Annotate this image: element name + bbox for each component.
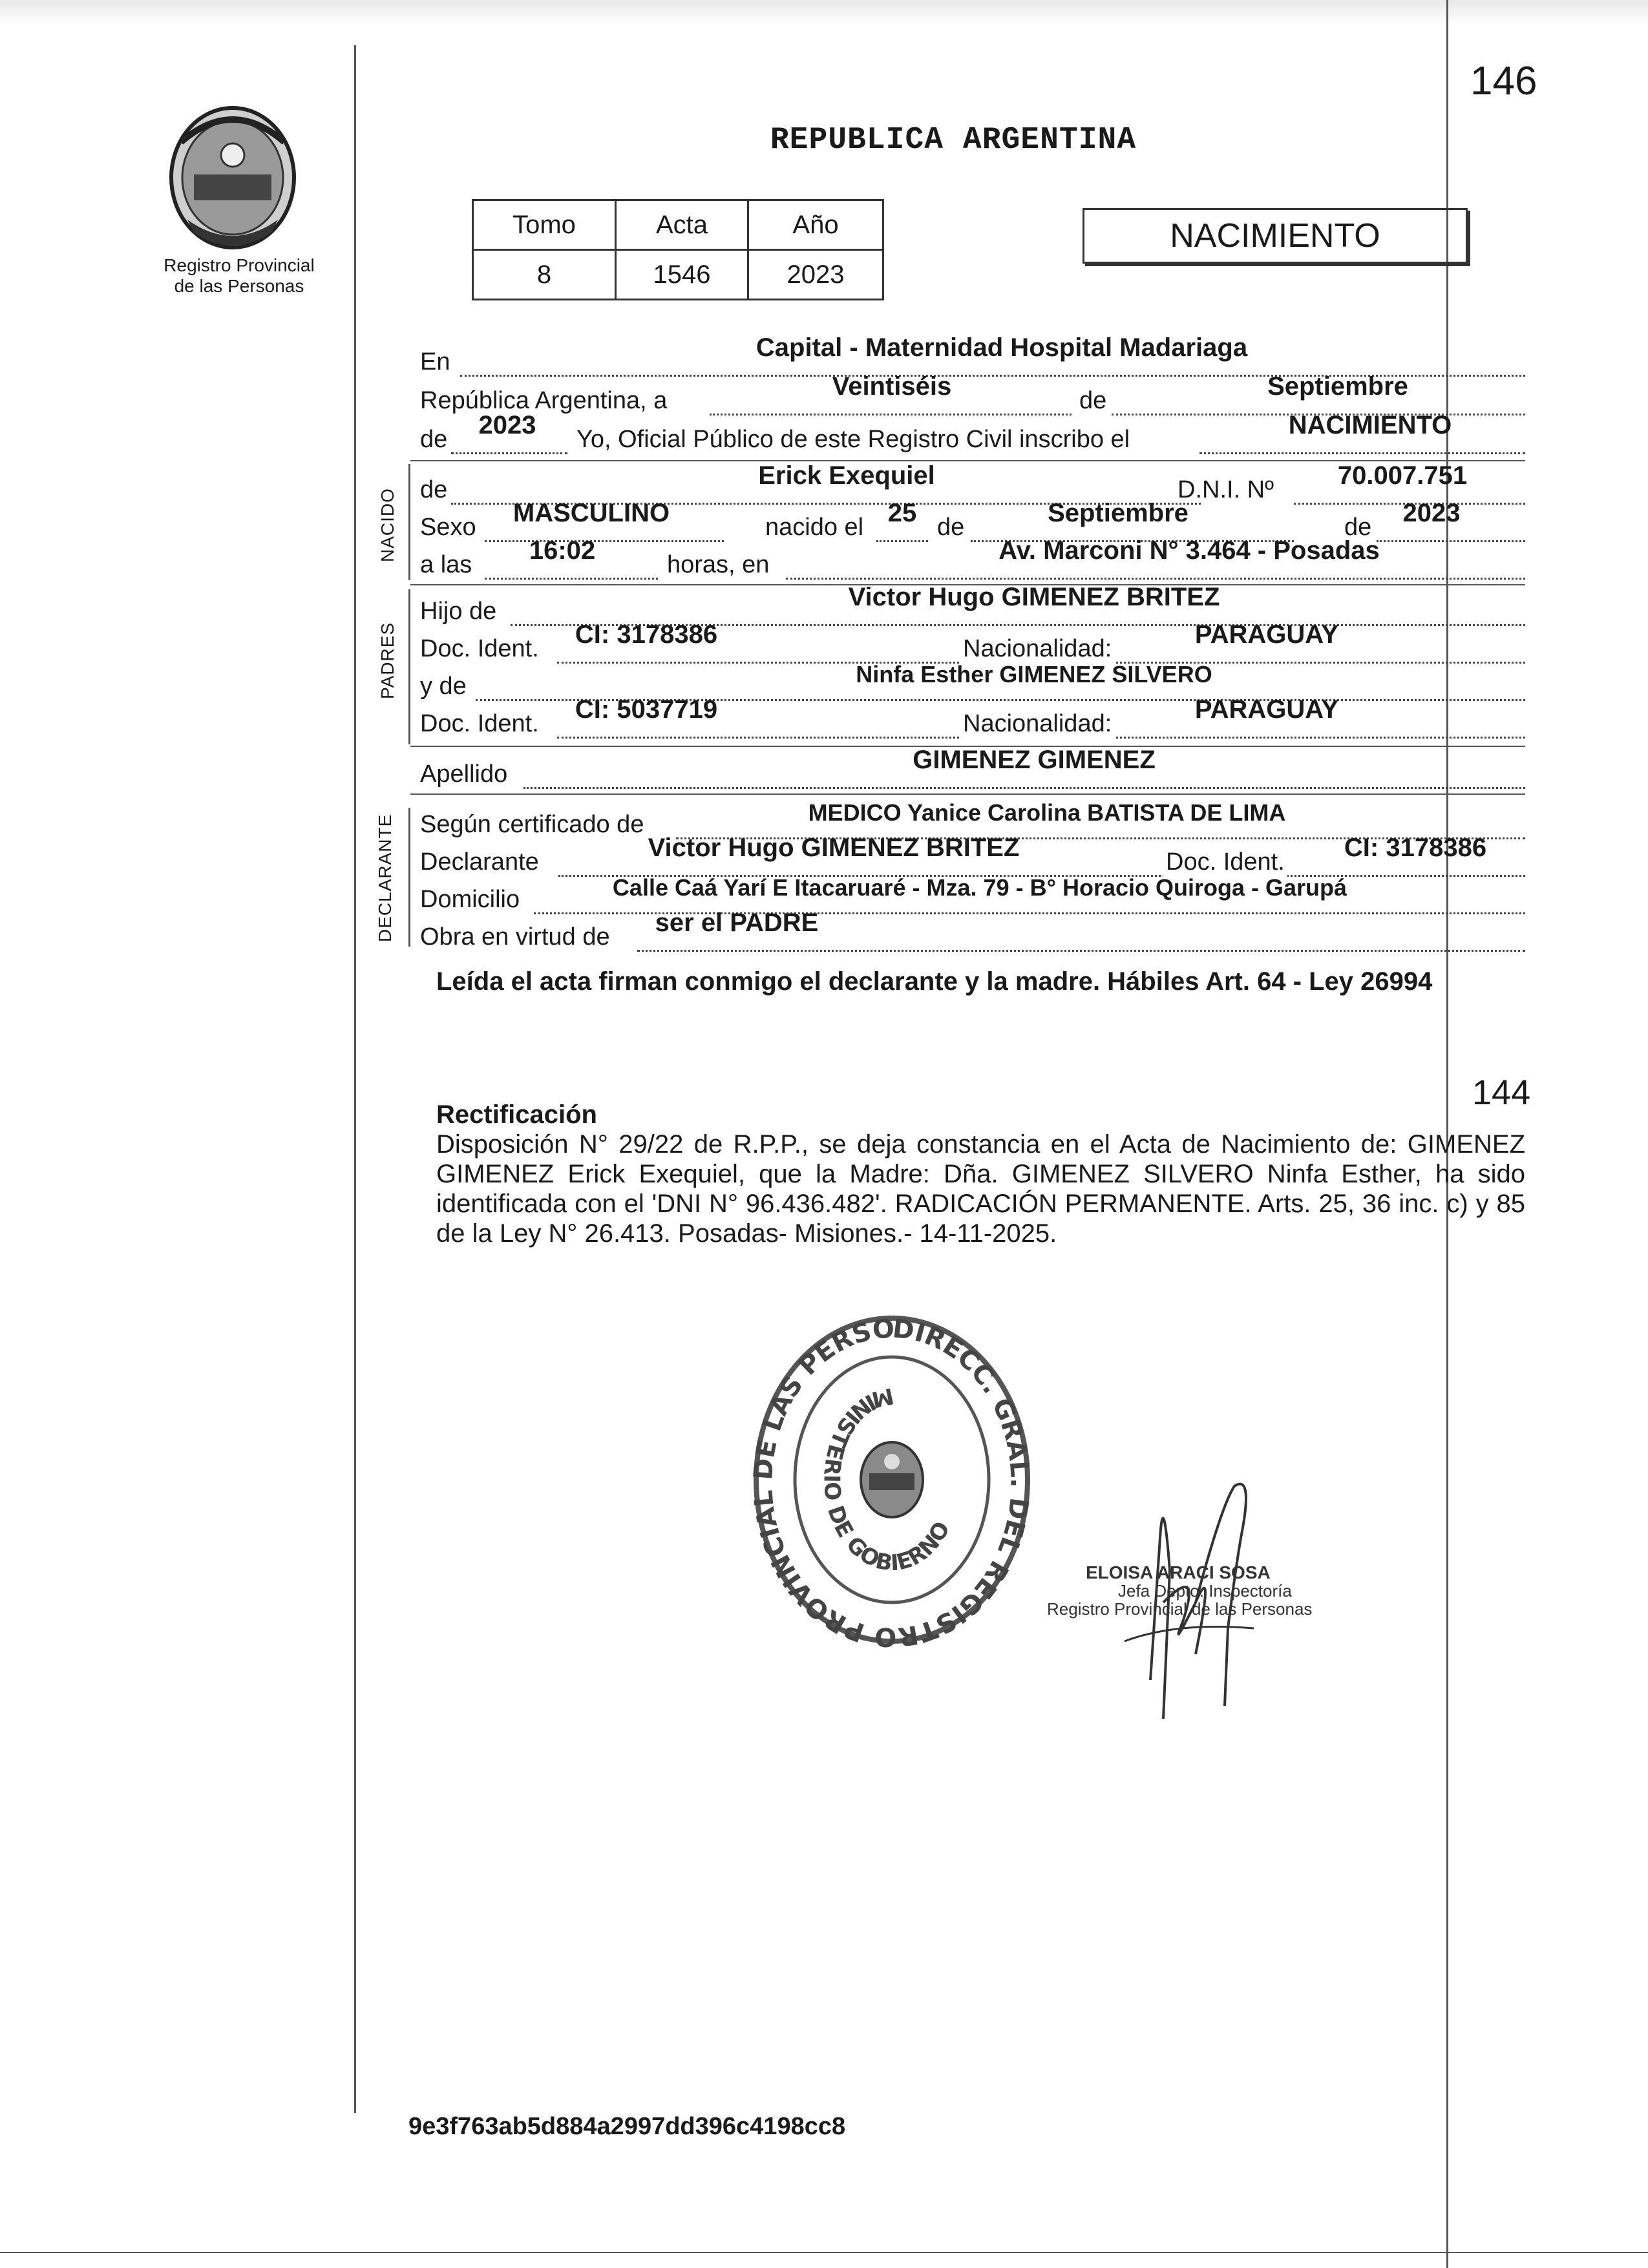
registry-table — [472, 199, 884, 300]
de-label-3: de — [420, 476, 448, 503]
father-nationality-value: PARAGUAY — [1194, 620, 1339, 649]
inscribo-text: Yo, Oficial Público de este Registro Civil inscribo el — [576, 426, 1130, 453]
registry-header-ano: Año — [748, 200, 883, 250]
de-label-5: de — [1344, 514, 1372, 541]
logo-caption-line-2: de las Personas — [174, 276, 304, 296]
form-row-role — [420, 908, 1525, 955]
signer-office: Registro Provincial de las Personas — [1047, 1599, 1313, 1619]
de-label: de — [1079, 387, 1107, 414]
domicilio-label: Domicilio — [420, 886, 520, 913]
closing-statement: Leída el acta firman conmigo el declarante y la madre. Hábiles Art. 64 - Ley 26994 — [436, 967, 1433, 996]
scan-shade — [0, 0, 1648, 26]
signer-block — [1034, 1564, 1370, 1618]
rectificacion-title: Rectificación — [436, 1100, 597, 1129]
nacido-el-label: nacido el — [765, 514, 864, 541]
country-title: REPUBLICA ARGENTINA — [770, 123, 1137, 158]
de-label-4: de — [937, 514, 965, 541]
declarant-doc-value: CI: 3178386 — [1344, 834, 1487, 862]
segun-label: Según certificado de — [420, 811, 644, 838]
sex-value: MASCULINO — [512, 499, 670, 527]
nacido-side-label: NACIDO — [377, 488, 397, 562]
form-row-address — [420, 874, 1525, 918]
document-hash: 9e3f763ab5d884a2997dd396c4198cc8 — [408, 2113, 846, 2140]
registry-value-acta: 1546 — [616, 250, 748, 300]
certificate-value: MEDICO Yanice Carolina BATISTA DE LIMA — [808, 799, 1286, 826]
signer-position: Jefa Depto. Inspectoría — [1118, 1581, 1292, 1601]
obra-label: Obra en virtud de — [420, 923, 610, 950]
apellido-label: Apellido — [420, 761, 508, 788]
republica-label: República Argentina, a — [420, 387, 668, 414]
year-value: 2023 — [478, 411, 536, 439]
form-row-mother-doc — [420, 695, 1525, 742]
place-value: Capital - Maternidad Hospital Madariaga — [755, 333, 1248, 362]
surname-value: GIMENEZ GIMENEZ — [913, 746, 1156, 774]
inscription-type-value: NACIMIENTO — [1288, 411, 1452, 439]
form-row-surname — [420, 746, 1525, 792]
signer-name: ELOISA ARACI SOSA — [1086, 1562, 1271, 1582]
birth-year-value: 2023 — [1402, 499, 1461, 527]
day-words-value: Veintiséis — [832, 372, 952, 401]
form-row-time-place — [420, 536, 1525, 583]
registry-value-tomo: 8 — [473, 250, 616, 300]
dni-label: D.N.I. Nº — [1178, 476, 1274, 503]
dni-value: 70.007.751 — [1337, 461, 1468, 490]
registry-value-row — [473, 250, 883, 300]
birth-time-value: 16:02 — [529, 536, 596, 565]
left-margin-line — [354, 45, 356, 2113]
registry-value-ano: 2023 — [748, 250, 883, 300]
form-row-inscription — [420, 411, 1525, 457]
address-value: Calle Caá Yarí E Itacaruaré - Mza. 79 - B° Horacio Quiroga - Garupá — [612, 874, 1347, 901]
en-label: En — [420, 348, 450, 375]
mother-name-value: Ninfa Esther GIMENEZ SILVERO — [856, 661, 1212, 688]
official-stamp — [750, 1312, 1034, 1648]
page-number-secondary: 144 — [1472, 1073, 1531, 1112]
bottom-edge-line — [0, 2252, 1648, 2253]
registry-header-acta: Acta — [616, 200, 748, 250]
nacido-section-bar — [408, 464, 410, 580]
page-number: 146 — [1470, 59, 1537, 103]
declarante-side-label: DECLARANTE — [375, 814, 395, 942]
declarante-section-bar — [408, 808, 410, 947]
stamp-inner-textpath: MINISTERIO DE GOBIERNO — [818, 1382, 956, 1577]
birth-day-value: 25 — [887, 499, 917, 527]
father-name-value: Victor Hugo GIMENEZ BRITEZ — [848, 583, 1220, 611]
y-de-label: y de — [420, 673, 467, 700]
rectificacion-body: Disposición N° 29/22 de R.P.P., se deja constancia en el Acta de Nacimiento de: GIMENEZ GIMENEZ Erick Exequiel, que la Madre: Dña. GIMENEZ SILVERO Ninfa Esther, ha sido identificada con el 'DNI N° 96.436.482'. RADICACIÓN PERMANENTE. Arts. 25, 36 inc. c) y 85 de la Ley N° 26.413. Posadas- Misiones.- 14-11-2025. — [436, 1130, 1525, 1248]
declarant-name-value: Victor Hugo GIMENEZ BRITEZ — [648, 834, 1020, 862]
de-label-2: de — [420, 426, 448, 453]
registry-header-tomo: Tomo — [473, 200, 616, 250]
horas-en-label: horas, en — [667, 551, 770, 578]
birth-address-value: Av. Marconi N° 3.464 - Posadas — [998, 536, 1380, 565]
padres-section-bar — [408, 589, 410, 744]
sexo-label: Sexo — [420, 514, 476, 541]
doc-ident-label-2: Doc. Ident. — [420, 710, 539, 737]
father-doc-value: CI: 3178386 — [575, 620, 718, 649]
hijo-de-label: Hijo de — [420, 598, 497, 625]
nacionalidad-label: Nacionalidad: — [960, 631, 1114, 667]
declarante-label: Declarante — [420, 848, 539, 876]
padres-side-label: PADRES — [377, 622, 397, 699]
mother-doc-value: CI: 5037719 — [575, 695, 718, 724]
child-name-value: Erick Exequiel — [758, 461, 935, 490]
logo-caption — [152, 255, 326, 297]
document-type-box: NACIMIENTO — [1083, 208, 1468, 264]
birth-month-value: Septiembre — [1048, 499, 1188, 527]
stamp-outer-textpath: DIRECC. GRAL. DEL REGISTRO PROVINCIAL DE LAS PERSO — [750, 1314, 1034, 1648]
nacionalidad-label-2: Nacionalidad: — [960, 706, 1114, 742]
registry-header-row — [473, 200, 883, 250]
month-value: Septiembre — [1267, 372, 1408, 401]
mother-nationality-value: PARAGUAY — [1194, 695, 1339, 724]
doc-ident-label-3: Doc. Ident. — [1163, 844, 1287, 880]
logo-caption-line-1: Registro Provincial — [164, 255, 315, 275]
doc-ident-label: Doc. Ident. — [420, 635, 539, 662]
a-las-label: a las — [420, 551, 472, 578]
province-seal-logo — [155, 103, 310, 258]
role-value: ser el PADRE — [655, 908, 819, 937]
